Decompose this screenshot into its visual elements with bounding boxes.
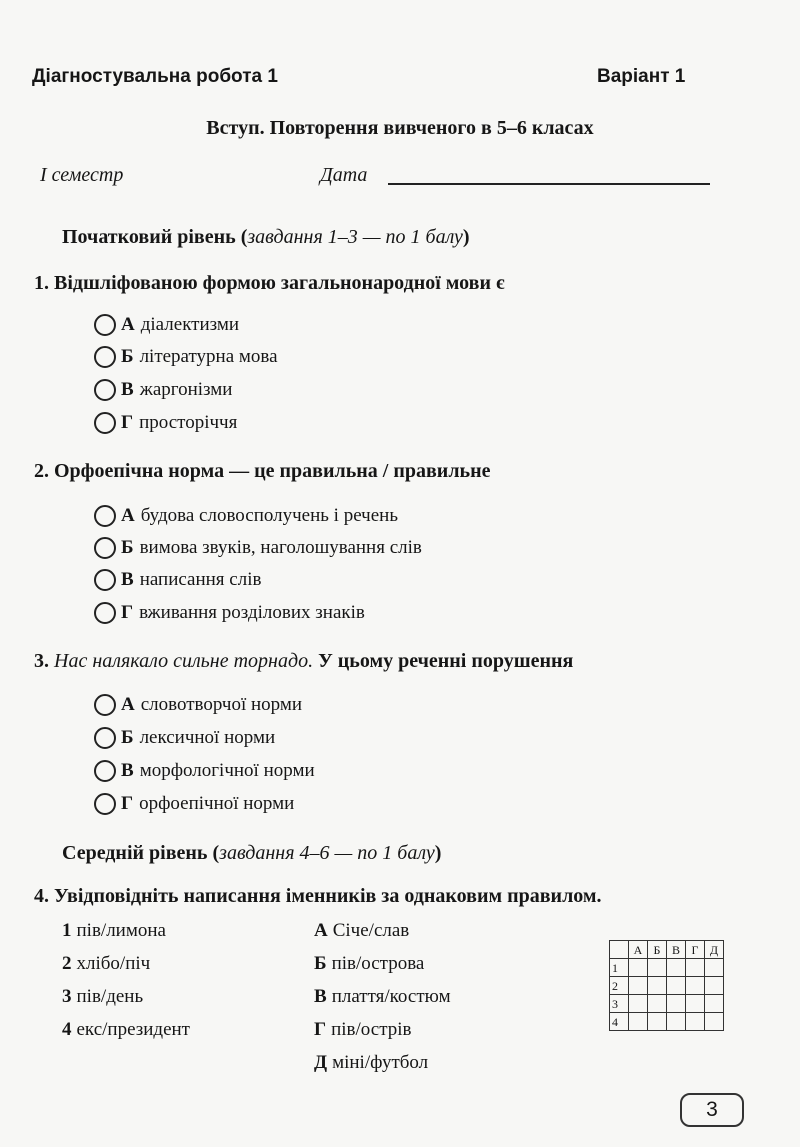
q2-option-d[interactable]: [94, 602, 365, 624]
option-letter: Г: [121, 793, 134, 814]
grid-cell[interactable]: [648, 1013, 667, 1031]
q2-option-b[interactable]: [94, 537, 422, 559]
radio-circle[interactable]: [94, 694, 116, 716]
item-letter: В: [314, 986, 327, 1007]
item-text: міні/футбол: [332, 1052, 429, 1073]
q3-option-d[interactable]: [94, 793, 294, 815]
grid-cell[interactable]: [686, 1013, 705, 1031]
grid-corner: [610, 941, 629, 959]
grid-cell[interactable]: [686, 977, 705, 995]
radio-circle[interactable]: [94, 727, 116, 749]
question-text: У цьому реченні порушення: [318, 650, 574, 672]
grid-row: [610, 1013, 724, 1031]
grid-row: [610, 977, 724, 995]
radio-circle[interactable]: [94, 314, 116, 336]
grid-cell[interactable]: [705, 959, 724, 977]
grid-header-row: [610, 941, 724, 959]
item-letter: Д: [314, 1052, 328, 1073]
option-text: морфологічної норми: [139, 760, 315, 781]
grid-cell[interactable]: [629, 1013, 648, 1031]
option-letter: В: [121, 760, 134, 781]
grid-cell[interactable]: [667, 995, 686, 1013]
answer-grid: [609, 940, 724, 1031]
radio-circle[interactable]: [94, 505, 116, 527]
q3-option-b[interactable]: [94, 727, 275, 749]
radio-circle[interactable]: [94, 537, 116, 559]
item-letter: Б: [314, 953, 327, 974]
option-text: літературна мова: [139, 346, 278, 367]
item-text: хлібо/піч: [76, 953, 151, 974]
level-note: завдання 4–6 — по 1 балу: [219, 842, 435, 864]
grid-cell[interactable]: [686, 959, 705, 977]
option-letter: А: [121, 505, 135, 526]
grid-row: [610, 959, 724, 977]
grid-col-b: Б: [648, 941, 667, 959]
question-sentence: Нас налякало сильне торнадо.: [54, 650, 314, 672]
option-letter: Б: [121, 346, 134, 367]
radio-circle[interactable]: [94, 793, 116, 815]
page-title: Вступ. Повторення вивченого в 5–6 класах: [206, 117, 594, 139]
option-letter: Г: [121, 602, 134, 623]
grid-col-e: Д: [705, 941, 724, 959]
work-title: Діагностувальна робота 1: [32, 66, 278, 87]
option-text: будова словосполучень і речень: [140, 505, 398, 526]
q3-option-c[interactable]: [94, 760, 315, 782]
date-label: Дата: [320, 164, 368, 186]
question-text: Відшліфованою формою загальнонародної мови є: [54, 272, 505, 294]
item-text: пів/острів: [331, 1019, 412, 1040]
grid-row-label: 2: [610, 977, 629, 995]
option-text: написання слів: [139, 569, 262, 590]
radio-circle[interactable]: [94, 569, 116, 591]
semester-label: I семестр: [40, 164, 124, 186]
match-left-4: [62, 1019, 190, 1041]
grid-cell[interactable]: [648, 995, 667, 1013]
item-number: 1: [62, 920, 72, 941]
paren-open: (: [240, 226, 248, 248]
grid-col-d: Г: [686, 941, 705, 959]
radio-circle[interactable]: [94, 602, 116, 624]
radio-circle[interactable]: [94, 760, 116, 782]
grid-cell[interactable]: [629, 959, 648, 977]
date-input-line[interactable]: [388, 183, 710, 185]
q1-option-a[interactable]: [94, 314, 239, 336]
grid-cell[interactable]: [705, 1013, 724, 1031]
q2-option-a[interactable]: [94, 505, 398, 527]
item-text: плаття/костюм: [331, 986, 451, 1007]
paren-close: ): [462, 226, 470, 248]
option-text: просторіччя: [139, 412, 238, 433]
question-2: [34, 460, 491, 483]
grid-cell[interactable]: [705, 977, 724, 995]
match-right-e: [314, 1052, 428, 1074]
option-text: орфоепічної норми: [139, 793, 295, 814]
match-left-2: [62, 953, 150, 975]
option-text: вимова звуків, наголошування слів: [139, 537, 422, 558]
grid-row-label: 4: [610, 1013, 629, 1031]
grid-cell[interactable]: [705, 995, 724, 1013]
q2-option-c[interactable]: [94, 569, 261, 591]
grid-cell[interactable]: [667, 959, 686, 977]
option-text: діалектизми: [140, 314, 240, 335]
item-text: пів/острова: [331, 953, 425, 974]
q1-option-b[interactable]: [94, 346, 278, 368]
question-number: 1.: [34, 272, 49, 294]
level-name: Середній рівень: [62, 842, 208, 864]
q1-option-c[interactable]: [94, 379, 232, 401]
option-letter: Б: [121, 537, 134, 558]
item-number: 4: [62, 1019, 72, 1040]
level-heading-middle: [62, 842, 441, 865]
grid-cell[interactable]: [648, 959, 667, 977]
option-letter: Г: [121, 412, 134, 433]
variant-label: Варіант 1: [597, 66, 686, 87]
option-letter: В: [121, 569, 134, 590]
match-right-d: [314, 1019, 411, 1041]
grid-cell[interactable]: [629, 995, 648, 1013]
item-letter: Г: [314, 1019, 327, 1040]
radio-circle[interactable]: [94, 346, 116, 368]
question-3: [34, 650, 573, 673]
grid-cell[interactable]: [648, 977, 667, 995]
item-text: Січе/слав: [332, 920, 410, 941]
grid-cell[interactable]: [629, 977, 648, 995]
radio-circle[interactable]: [94, 412, 116, 434]
grid-col-c: В: [667, 941, 686, 959]
item-letter: А: [314, 920, 328, 941]
option-text: словотворчої норми: [140, 694, 303, 715]
grid-col-a: А: [629, 941, 648, 959]
grid-cell[interactable]: [686, 995, 705, 1013]
question-text: Орфоепічна норма — це правильна / правильне: [54, 460, 491, 482]
item-text: пів/лимона: [76, 920, 166, 941]
question-4: [34, 885, 602, 908]
match-right-a: [314, 920, 409, 942]
grid-row: [610, 995, 724, 1013]
match-right-c: [314, 986, 451, 1008]
grid-cell[interactable]: [667, 1013, 686, 1031]
page-number: 3: [680, 1093, 744, 1127]
item-number: 2: [62, 953, 72, 974]
paren-open: (: [212, 842, 220, 864]
grid-row-label: 3: [610, 995, 629, 1013]
question-number: 2.: [34, 460, 49, 482]
match-right-b: [314, 953, 424, 975]
item-text: пів/день: [76, 986, 144, 1007]
option-letter: А: [121, 694, 135, 715]
option-text: лексичної норми: [139, 727, 276, 748]
grid-cell[interactable]: [667, 977, 686, 995]
question-number: 4.: [34, 885, 49, 907]
option-text: вживання розділових знаків: [139, 602, 365, 623]
question-number: 3.: [34, 650, 49, 672]
option-letter: В: [121, 379, 134, 400]
grid-row-label: 1: [610, 959, 629, 977]
match-left-3: [62, 986, 143, 1008]
question-text: Увідповідніть написання іменників за однаковим правилом.: [54, 885, 602, 907]
level-name: Початковий рівень: [62, 226, 236, 248]
match-left-1: [62, 920, 166, 942]
paren-close: ): [434, 842, 442, 864]
option-text: жаргонізми: [139, 379, 233, 400]
question-1: [34, 272, 505, 295]
level-heading-initial: [62, 226, 470, 249]
level-note: завдання 1–3 — по 1 балу: [247, 226, 463, 248]
radio-circle[interactable]: [94, 379, 116, 401]
q1-option-d[interactable]: [94, 412, 237, 434]
item-text: екс/президент: [76, 1019, 190, 1040]
item-number: 3: [62, 986, 72, 1007]
option-letter: Б: [121, 727, 134, 748]
option-letter: А: [121, 314, 135, 335]
q3-option-a[interactable]: [94, 694, 302, 716]
